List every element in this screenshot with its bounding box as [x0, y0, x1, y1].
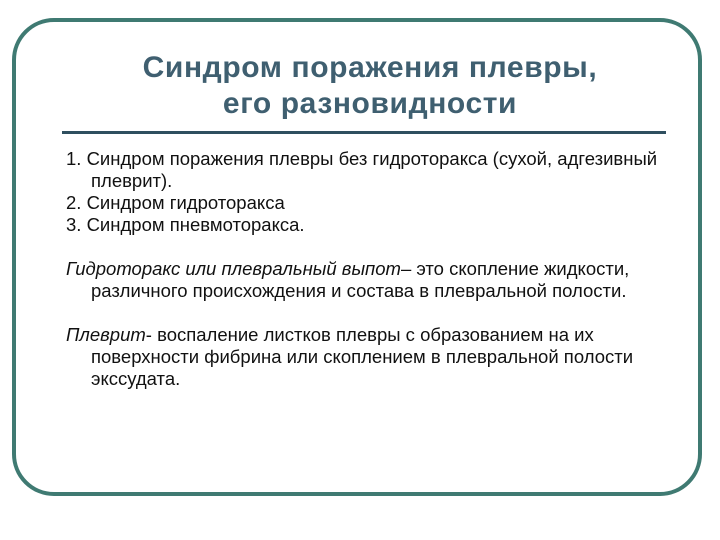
pleurisy-term: Плеврит — [66, 324, 146, 345]
pleurisy-text: - воспаление листков плевры с образованием на их поверхности фибрина или скоплением в плевральной полости экссудата. — [91, 324, 634, 389]
hydrothorax-definition — [66, 258, 676, 302]
slide-body — [66, 148, 676, 390]
list-item-3: 3. Синдром пневмоторакса. — [66, 214, 305, 235]
list-item-1: 1. Синдром поражения плевры без гидроторакса (сухой, адгезивный плеврит). — [66, 148, 658, 191]
hydrothorax-text: – это скопление жидкости, различного происхождения и состава в плевральной полости. — [91, 258, 630, 301]
list-item-2: 2. Синдром гидроторакса — [66, 192, 285, 213]
hydrothorax-term: Гидроторакс или плевральный выпот — [66, 258, 401, 279]
pleurisy-definition — [66, 324, 676, 390]
title-line-1: Синдром поражения плевры, — [142, 51, 598, 84]
title-divider — [62, 131, 666, 134]
slide-title — [60, 50, 680, 122]
title-line-2: его разновидности — [222, 87, 518, 120]
